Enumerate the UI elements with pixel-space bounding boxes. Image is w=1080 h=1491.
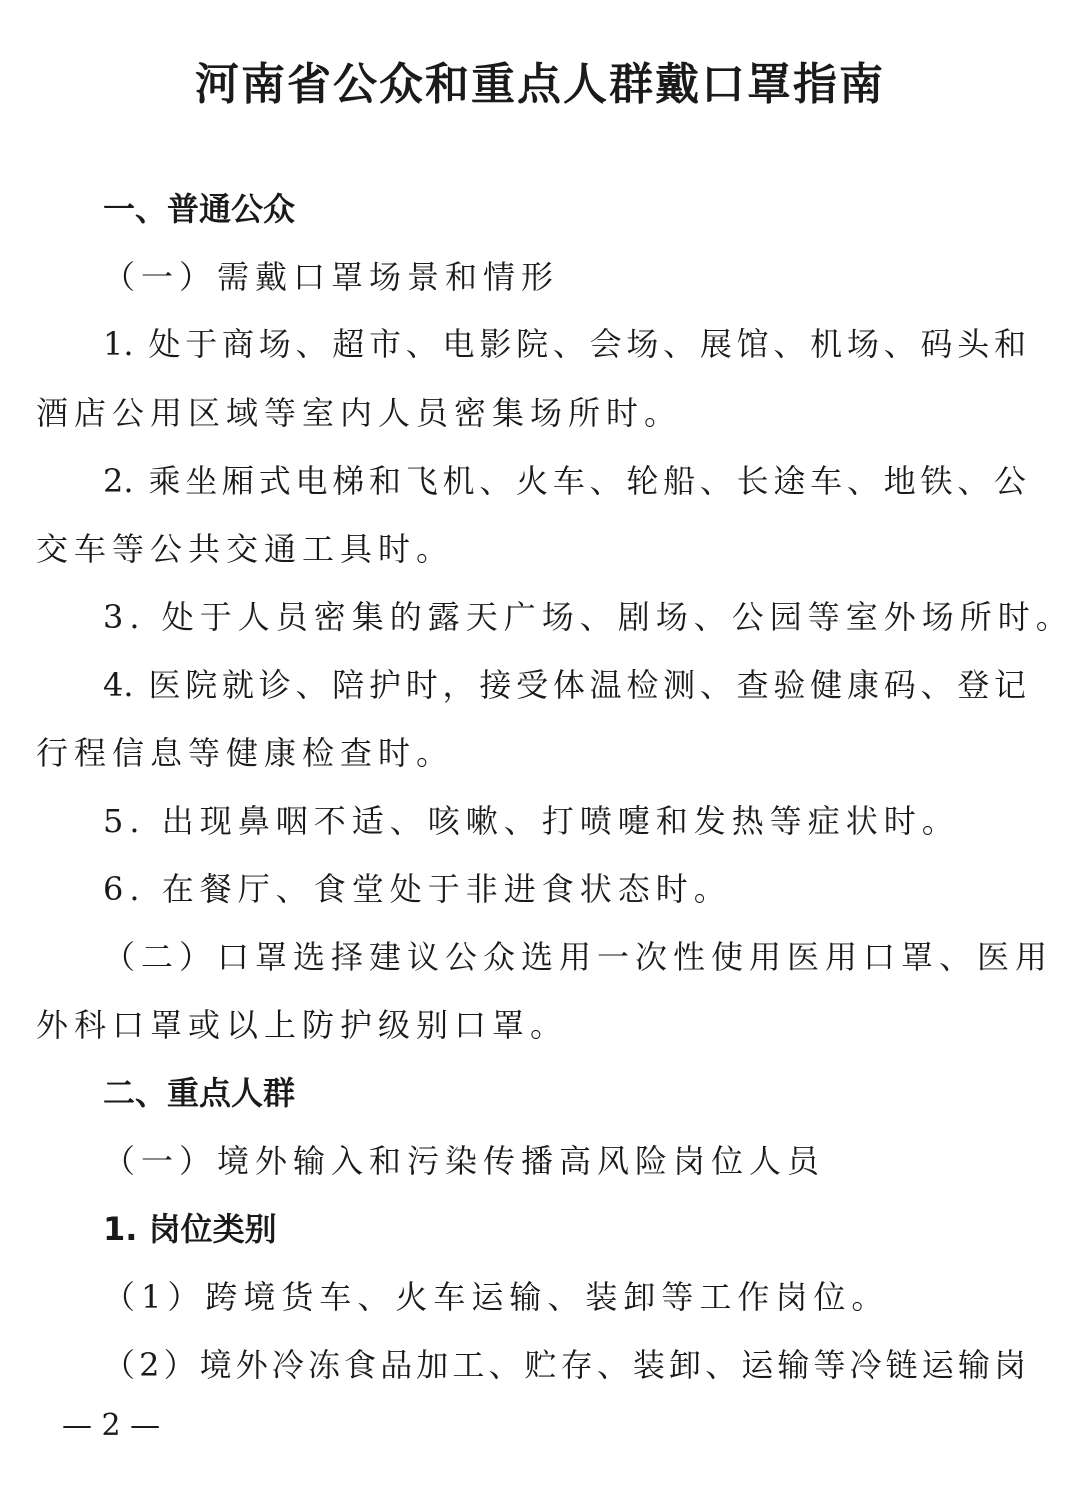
subsection-heading: （一）境外输入和污染传播高风险岗位人员 (103, 1142, 826, 1180)
mask-choice-text: 建议公众选用一次性使用医用口罩、医用 (369, 938, 1054, 976)
paragraph-line: （2）境外冷冻食品加工、贮存、装卸、运输等冷链运输岗 (103, 1346, 1026, 1384)
mask-choice-line (103, 935, 1054, 979)
paragraph-line: 4. 医院就诊、陪护时，接受体温检测、查验健康码、登记 (103, 666, 1026, 704)
paragraph-line: 3. 处于人员密集的露天广场、剧场、公园等室外场所时。 (103, 598, 1074, 636)
paragraph-line: 2. 乘坐厢式电梯和飞机、火车、轮船、长途车、地铁、公 (103, 462, 1026, 500)
page-title: 河南省公众和重点人群戴口罩指南 (195, 59, 885, 110)
paragraph-line: 酒店公用区域等室内人员密集场所时。 (36, 394, 683, 432)
paragraph-line: 行程信息等健康检查时。 (36, 734, 455, 772)
item-heading: 1. 岗位类别 (103, 1210, 277, 1248)
paragraph-line: 5. 出现鼻咽不适、咳嗽、打喷嚏和发热等症状时。 (103, 802, 960, 840)
section-heading: 二、重点人群 (103, 1074, 296, 1112)
paragraph-line: 6. 在餐厅、食堂处于非进食状态时。 (103, 870, 732, 908)
paragraph-line: 外科口罩或以上防护级别口罩。 (36, 1006, 569, 1044)
page-number: — 2 — (62, 1408, 161, 1443)
paragraph-line: 1. 处于商场、超市、电影院、会场、展馆、机场、码头和 (103, 325, 1026, 363)
mask-choice-heading: （二）口罩选择 (103, 938, 370, 976)
paragraph-line: （1）跨境货车、火车运输、装卸等工作岗位。 (103, 1278, 890, 1316)
paragraph-line: 交车等公共交通工具时。 (36, 530, 455, 568)
section-heading: 一、普通公众 (103, 190, 296, 228)
subsection-heading: （一）需戴口罩场景和情形 (103, 258, 560, 296)
